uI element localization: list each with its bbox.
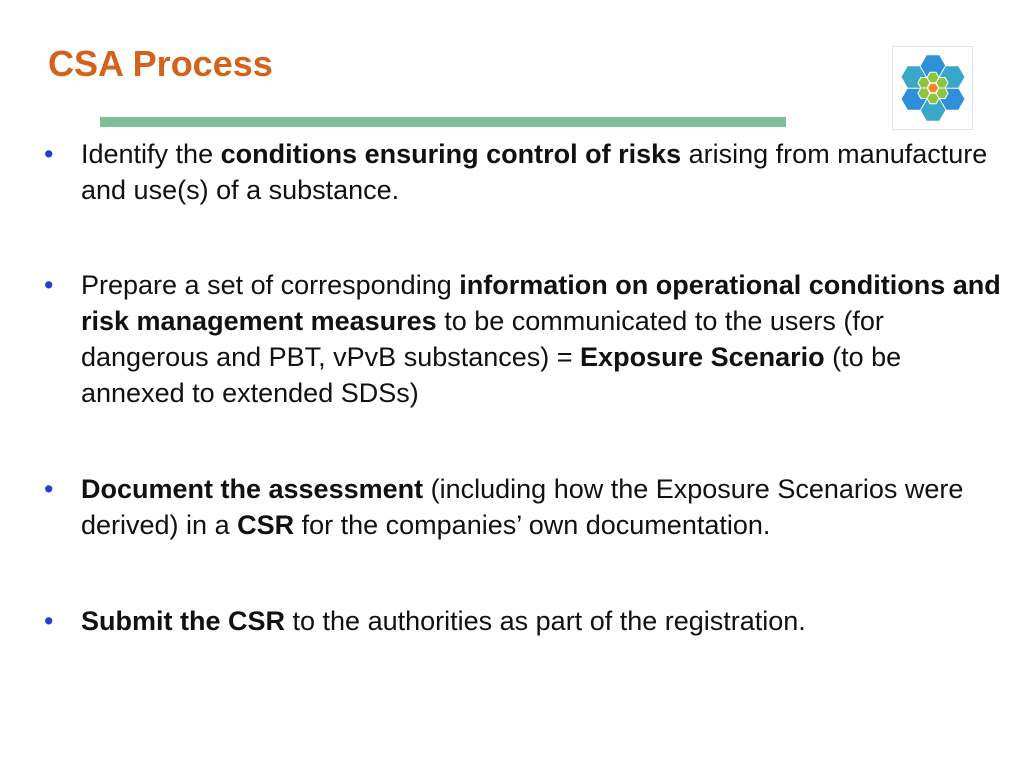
- slide-title: CSA Process: [48, 43, 273, 84]
- bullet-text: [81, 474, 963, 540]
- bullet-text-segment: Prepare a set of corresponding: [81, 270, 460, 300]
- bullet-bold-segment: information on operational conditions and risk management measures: [81, 270, 1001, 336]
- bullet-bold-segment: CSR: [237, 510, 295, 540]
- bullet-item: [44, 136, 1008, 208]
- bullet-text-segment: (to be annexed to extended SDSs): [81, 342, 902, 408]
- bullet-bold-segment: Submit the CSR: [81, 606, 286, 636]
- bullet-item: [44, 471, 1008, 543]
- bullet-item: [44, 267, 1008, 411]
- bullet-text: [81, 270, 1001, 408]
- bullet-bold-segment: Document the assessment: [81, 474, 424, 504]
- title-underline-rule: [100, 117, 786, 127]
- bullet-bold-segment: Exposure Scenario: [580, 342, 825, 372]
- bullet-bold-segment: conditions ensuring control of risks: [220, 139, 682, 169]
- bullet-marker: •: [44, 139, 54, 169]
- bullet-text-segment: Identify the: [81, 139, 221, 169]
- bullet-text-segment: to be communicated to the users (for dangerous and PBT, vPvB substances) =: [81, 306, 884, 372]
- bullet-marker: •: [44, 474, 54, 504]
- hexagon-cluster-logo-icon: [893, 47, 972, 129]
- bullet-item: [44, 603, 1008, 639]
- bullet-text-segment: (including how the Exposure Scenarios were derived) in a: [81, 474, 964, 540]
- bullet-text-segment: arising from manufacture and use(s) of a substance.: [81, 139, 988, 205]
- bullet-text-segment: to the authorities as part of the registration.: [285, 606, 806, 636]
- bullet-marker: •: [44, 270, 54, 300]
- bullet-marker: •: [44, 606, 54, 636]
- bullet-text-segment: for the companies’ own documentation.: [294, 510, 771, 540]
- bullet-list: [44, 136, 1008, 639]
- logo-frame: [892, 46, 973, 130]
- bullet-text: [81, 606, 806, 636]
- logo-center-hexagon: [928, 83, 939, 93]
- bullet-text: [81, 139, 987, 205]
